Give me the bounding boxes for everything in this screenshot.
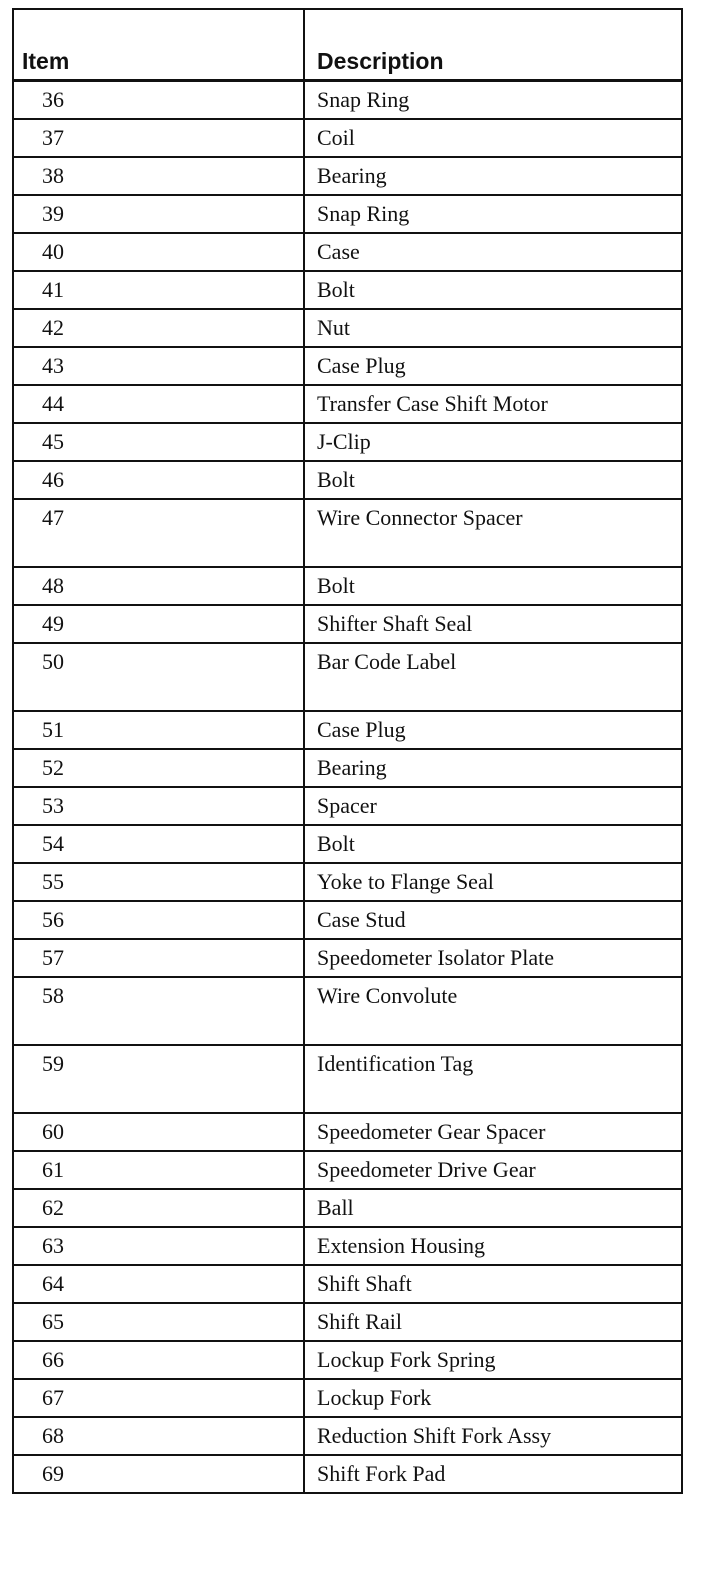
description-cell: Case (304, 233, 682, 271)
item-number-cell: 60 (13, 1113, 304, 1151)
item-number-cell: 66 (13, 1341, 304, 1379)
item-number-cell: 50 (13, 643, 304, 711)
item-number-cell: 62 (13, 1189, 304, 1227)
table-row (13, 1265, 682, 1303)
item-number-cell: 67 (13, 1379, 304, 1417)
description-cell: Bolt (304, 461, 682, 499)
table-row (13, 157, 682, 195)
table-row (13, 385, 682, 423)
table-row (13, 309, 682, 347)
table-row (13, 1455, 682, 1493)
header-row (13, 9, 682, 81)
item-number-cell: 57 (13, 939, 304, 977)
table-row (13, 901, 682, 939)
description-cell: Identification Tag (304, 1045, 682, 1113)
description-cell: Reduction Shift Fork Assy (304, 1417, 682, 1455)
item-number-cell: 52 (13, 749, 304, 787)
item-number-cell: 37 (13, 119, 304, 157)
item-number-cell: 48 (13, 567, 304, 605)
description-cell: Nut (304, 309, 682, 347)
item-number-cell: 36 (13, 81, 304, 120)
description-cell: Lockup Fork (304, 1379, 682, 1417)
description-cell: Speedometer Isolator Plate (304, 939, 682, 977)
item-number-cell: 55 (13, 863, 304, 901)
item-number-cell: 53 (13, 787, 304, 825)
description-cell: Shift Rail (304, 1303, 682, 1341)
item-number-cell: 58 (13, 977, 304, 1045)
table-row (13, 863, 682, 901)
description-cell: Snap Ring (304, 81, 682, 120)
table-row (13, 499, 682, 567)
item-number-cell: 51 (13, 711, 304, 749)
item-number-cell: 64 (13, 1265, 304, 1303)
item-number-cell: 40 (13, 233, 304, 271)
column-header-description: Description (304, 9, 682, 81)
table-row (13, 749, 682, 787)
table-row (13, 1151, 682, 1189)
parts-table (12, 8, 683, 1494)
description-cell: Bearing (304, 749, 682, 787)
table-row (13, 643, 682, 711)
table-row (13, 271, 682, 309)
description-cell: Snap Ring (304, 195, 682, 233)
item-number-cell: 56 (13, 901, 304, 939)
table-row (13, 195, 682, 233)
item-number-cell: 45 (13, 423, 304, 461)
item-number-cell: 43 (13, 347, 304, 385)
table-row (13, 423, 682, 461)
table-row (13, 605, 682, 643)
description-cell: Wire Convolute (304, 977, 682, 1045)
table-row (13, 977, 682, 1045)
item-number-cell: 54 (13, 825, 304, 863)
table-row (13, 1379, 682, 1417)
item-number-cell: 68 (13, 1417, 304, 1455)
description-cell: Bearing (304, 157, 682, 195)
item-number-cell: 69 (13, 1455, 304, 1493)
table-row (13, 233, 682, 271)
description-cell: Yoke to Flange Seal (304, 863, 682, 901)
table-body (13, 81, 682, 1494)
table-row (13, 1303, 682, 1341)
table-row (13, 461, 682, 499)
description-cell: Case Plug (304, 711, 682, 749)
table-row (13, 939, 682, 977)
column-header-item: Item (13, 9, 304, 81)
description-cell: Speedometer Gear Spacer (304, 1113, 682, 1151)
item-number-cell: 59 (13, 1045, 304, 1113)
table-row (13, 1341, 682, 1379)
table-row (13, 1113, 682, 1151)
item-number-cell: 65 (13, 1303, 304, 1341)
table-row (13, 1417, 682, 1455)
item-number-cell: 42 (13, 309, 304, 347)
item-number-cell: 49 (13, 605, 304, 643)
description-cell: Coil (304, 119, 682, 157)
table-row (13, 711, 682, 749)
description-cell: Speedometer Drive Gear (304, 1151, 682, 1189)
description-cell: Bolt (304, 271, 682, 309)
description-cell: Transfer Case Shift Motor (304, 385, 682, 423)
description-cell: Wire Connector Spacer (304, 499, 682, 567)
description-cell: Shift Fork Pad (304, 1455, 682, 1493)
description-cell: Bar Code Label (304, 643, 682, 711)
table-row (13, 119, 682, 157)
item-number-cell: 61 (13, 1151, 304, 1189)
description-cell: Ball (304, 1189, 682, 1227)
item-number-cell: 47 (13, 499, 304, 567)
description-cell: Lockup Fork Spring (304, 1341, 682, 1379)
item-number-cell: 46 (13, 461, 304, 499)
table-row (13, 825, 682, 863)
table-header (13, 9, 682, 81)
description-cell: Spacer (304, 787, 682, 825)
description-cell: J-Clip (304, 423, 682, 461)
table-row (13, 1189, 682, 1227)
description-cell: Bolt (304, 567, 682, 605)
description-cell: Case Plug (304, 347, 682, 385)
item-number-cell: 39 (13, 195, 304, 233)
table-row (13, 81, 682, 120)
description-cell: Bolt (304, 825, 682, 863)
item-number-cell: 44 (13, 385, 304, 423)
table-row (13, 1045, 682, 1113)
description-cell: Extension Housing (304, 1227, 682, 1265)
description-cell: Shifter Shaft Seal (304, 605, 682, 643)
description-cell: Case Stud (304, 901, 682, 939)
table-row (13, 787, 682, 825)
table-row (13, 347, 682, 385)
item-number-cell: 63 (13, 1227, 304, 1265)
item-number-cell: 38 (13, 157, 304, 195)
table-row (13, 567, 682, 605)
table-row (13, 1227, 682, 1265)
item-number-cell: 41 (13, 271, 304, 309)
description-cell: Shift Shaft (304, 1265, 682, 1303)
